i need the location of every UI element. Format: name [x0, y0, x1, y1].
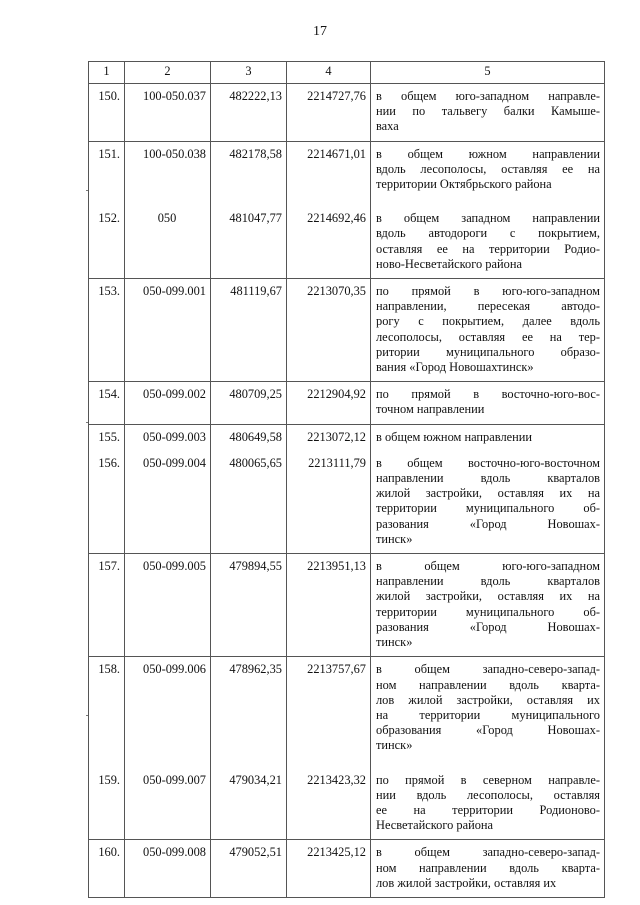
- coordinate-x: 480709,25: [211, 382, 287, 424]
- coordinate-x: 479052,51: [211, 840, 287, 898]
- table-row: [89, 424, 605, 451]
- description-line: ее на территории Родионово-: [376, 802, 600, 817]
- table-row: [89, 554, 605, 657]
- description-line: ритории муниципального образо-: [376, 344, 600, 359]
- coordinate-y: 2213951,13: [287, 554, 371, 657]
- segment-code: 050-099.004: [125, 451, 211, 554]
- table-row: [89, 84, 605, 142]
- segment-code: 100-050.038: [125, 141, 211, 198]
- point-number: 151.: [89, 141, 125, 198]
- boundary-points-table: [88, 61, 605, 898]
- segment-code: 100-050.037: [125, 84, 211, 142]
- direction-description: [371, 141, 605, 198]
- coordinate-x: 479894,55: [211, 554, 287, 657]
- description-line: жилой застройки, оставляя их на: [376, 486, 600, 501]
- table-row: [89, 198, 605, 278]
- description-line: разования «Город Новошах-: [376, 516, 600, 531]
- segment-code: 050: [125, 198, 211, 278]
- description-line: точном направлении: [376, 402, 485, 417]
- table-row: [89, 382, 605, 424]
- coordinate-y: 2213425,12: [287, 840, 371, 898]
- segment-code: 050-099.005: [125, 554, 211, 657]
- scan-mark: [86, 190, 88, 191]
- direction-description: [371, 424, 605, 451]
- description-line: нии вдоль лесополосы, оставляя: [376, 787, 600, 802]
- table-row: [89, 760, 605, 840]
- coordinate-y: 2213423,32: [287, 760, 371, 840]
- table-row: [89, 840, 605, 898]
- coordinate-y: 2213072,12: [287, 424, 371, 451]
- description-line: в общем западно-северо-запад-: [376, 662, 600, 677]
- direction-description: [371, 382, 605, 424]
- description-line: ном направлении вдоль кварта-: [376, 860, 600, 875]
- direction-description: [371, 279, 605, 382]
- description-line: Несветайского района: [376, 818, 494, 833]
- column-header: 1: [89, 62, 125, 84]
- description-line: в общем восточно-юго-восточном: [376, 455, 600, 470]
- description-line: тинск»: [376, 635, 413, 650]
- description-line: в общем южном направлении: [376, 429, 533, 444]
- description-line: образования «Город Новошах-: [376, 723, 600, 738]
- description-line: лов жилой застройки, оставляя их: [376, 692, 600, 707]
- description-line: в общем западно-северо-запад-: [376, 845, 600, 860]
- coordinate-y: 2213757,67: [287, 657, 371, 760]
- description-line: территории муниципального об-: [376, 604, 600, 619]
- point-number: 152.: [89, 198, 125, 278]
- description-line: направлении вдоль кварталов: [376, 574, 600, 589]
- description-line: по прямой в юго-юго-западном: [376, 284, 600, 299]
- segment-code: 050-099.003: [125, 424, 211, 451]
- coordinate-y: 2214671,01: [287, 141, 371, 198]
- coordinate-x: 480649,58: [211, 424, 287, 451]
- column-header: 3: [211, 62, 287, 84]
- table-row: [89, 657, 605, 760]
- description-line: направлении вдоль кварталов: [376, 471, 600, 486]
- point-number: 153.: [89, 279, 125, 382]
- direction-description: [371, 760, 605, 840]
- column-header: 4: [287, 62, 371, 84]
- direction-description: [371, 451, 605, 554]
- page-number: 17: [313, 24, 327, 39]
- table-row: [89, 451, 605, 554]
- description-line: направлении, пересекая автодо-: [376, 299, 600, 314]
- description-line: в общем юго-западном направле-: [376, 89, 600, 103]
- description-line: на территории муниципального: [376, 707, 600, 722]
- description-line: ваха: [376, 119, 399, 134]
- coordinate-x: 478962,35: [211, 657, 287, 760]
- table-header-row: [89, 62, 605, 84]
- description-line: по прямой в северном направле-: [376, 772, 600, 787]
- coordinate-x: 481119,67: [211, 279, 287, 382]
- description-line: лов жилой застройки, оставляя их: [376, 875, 557, 890]
- coordinate-y: 2213070,35: [287, 279, 371, 382]
- description-line: разования «Город Новошах-: [376, 619, 600, 634]
- description-line: вдоль автодороги с покрытием,: [376, 226, 600, 241]
- segment-code: 050-099.008: [125, 840, 211, 898]
- description-line: в общем южном направлении: [376, 146, 600, 161]
- column-header: 2: [125, 62, 211, 84]
- coordinate-y: 2214727,76: [287, 84, 371, 142]
- coordinate-x: 480065,65: [211, 451, 287, 554]
- coordinate-y: 2212904,92: [287, 382, 371, 424]
- segment-code: 050-099.001: [125, 279, 211, 382]
- description-line: вдоль лесополосы, оставляя ее на: [376, 161, 600, 176]
- coordinate-x: 481047,77: [211, 198, 287, 278]
- point-number: 155.: [89, 424, 125, 451]
- description-line: ном направлении вдоль кварта-: [376, 677, 600, 692]
- description-line: вания «Город Новошахтинск»: [376, 360, 534, 375]
- direction-description: [371, 840, 605, 898]
- point-number: 156.: [89, 451, 125, 554]
- description-line: жилой застройки, оставляя их на: [376, 589, 600, 604]
- scan-mark: [86, 715, 88, 716]
- description-line: оставляя ее на территории Родио-: [376, 241, 600, 256]
- coordinate-y: 2213111,79: [287, 451, 371, 554]
- description-line: в общем западном направлении: [376, 211, 600, 226]
- description-line: территории Октябрьского района: [376, 177, 552, 192]
- segment-code: 050-099.007: [125, 760, 211, 840]
- point-number: 159.: [89, 760, 125, 840]
- coordinate-x: 482178,58: [211, 141, 287, 198]
- segment-code: 050-099.002: [125, 382, 211, 424]
- description-line: тинск»: [376, 531, 413, 546]
- description-line: рогу с покрытием, далее вдоль: [376, 314, 600, 329]
- segment-code: 050-099.006: [125, 657, 211, 760]
- description-line: ново-Несветайского района: [376, 256, 522, 271]
- point-number: 150.: [89, 84, 125, 142]
- direction-description: [371, 554, 605, 657]
- coordinate-x: 482222,13: [211, 84, 287, 142]
- coordinate-y: 2214692,46: [287, 198, 371, 278]
- description-line: в общем юго-юго-западном: [376, 559, 600, 574]
- description-line: лесополосы, оставляя ее на тер-: [376, 329, 600, 344]
- point-number: 157.: [89, 554, 125, 657]
- description-line: тинск»: [376, 738, 413, 753]
- table-row: [89, 279, 605, 382]
- point-number: 154.: [89, 382, 125, 424]
- scan-mark: [86, 422, 88, 423]
- description-line: нии по тальвегу балки Камыше-: [376, 104, 600, 119]
- description-line: по прямой в восточно-юго-вос-: [376, 387, 600, 402]
- direction-description: [371, 657, 605, 760]
- description-line: территории муниципального об-: [376, 501, 600, 516]
- coordinate-x: 479034,21: [211, 760, 287, 840]
- direction-description: [371, 84, 605, 142]
- column-header: 5: [371, 62, 605, 84]
- point-number: 158.: [89, 657, 125, 760]
- table-row: [89, 141, 605, 198]
- direction-description: [371, 198, 605, 278]
- point-number: 160.: [89, 840, 125, 898]
